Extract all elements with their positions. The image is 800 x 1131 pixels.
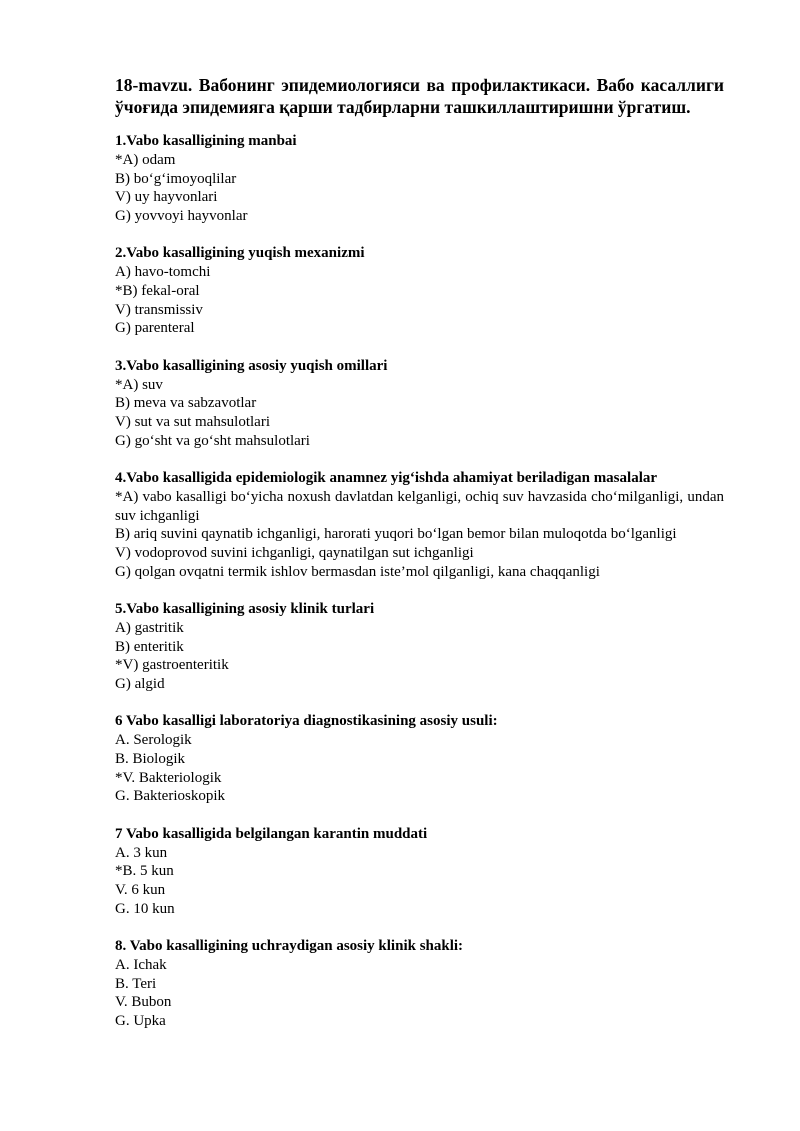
- question-text: 1.Vabo kasalligining manbai: [115, 133, 297, 149]
- answer-option: V) vodoprovod suvini ichganligi, qaynatilgan sut ichganligi: [115, 544, 474, 561]
- answer-option: *A) suv: [115, 376, 163, 393]
- answer-option: B) meva va sabzavotlar: [115, 395, 257, 412]
- answer-option: A. Serologik: [115, 732, 192, 749]
- question-5: [115, 600, 724, 693]
- answer-option: G) qolgan ovqatni termik ishlov bermasdan iste’mol qilganligi, kana chaqqanligi: [115, 563, 600, 580]
- answer-option: B) ariq suvini qaynatib ichganligi, harorati yuqori bo‘lgan bemor bilan muloqotda bo‘lganligi: [115, 526, 677, 543]
- answer-option: *V) gastroenteritik: [115, 657, 229, 674]
- document-title: 18-mavzu. Вабонинг эпидемиологияси ва профилактикаси. Вабо касаллиги ўчоғида эпидемияга қарши тадбирларни ташкиллаштиришни ўргатиш.: [115, 75, 724, 117]
- answer-option: A) havo-tomchi: [115, 264, 211, 281]
- answer-option: A. 3 kun: [115, 844, 168, 861]
- answer-option: *A) odam: [115, 152, 176, 168]
- question-text: 2.Vabo kasalligining yuqish mexanizmi: [115, 245, 365, 262]
- question-text: 5.Vabo kasalligining asosiy klinik turlari: [115, 601, 375, 618]
- question-2: [115, 244, 724, 337]
- answer-option: G) parenteral: [115, 320, 195, 337]
- question-text: 4.Vabo kasalligida epidemiologik anamnez yig‘ishda ahamiyat beriladigan masalalar: [115, 470, 658, 487]
- answer-option: G. Bakterioskopik: [115, 788, 225, 805]
- answer-option: V. Bubon: [115, 994, 172, 1011]
- answer-option: B) bo‘g‘imoyoqlilar: [115, 170, 237, 187]
- question-text: 8. Vabo kasalligining uchraydigan asosiy klinik shakli:: [115, 938, 464, 955]
- answer-option: G) go‘sht va go‘sht mahsulotlari: [115, 432, 310, 449]
- answer-option: V. 6 kun: [115, 882, 166, 899]
- answer-option: B. Biologik: [115, 751, 186, 768]
- answer-option: G. Upka: [115, 1013, 166, 1029]
- question-8: [115, 937, 724, 1030]
- answer-option: G) algid: [115, 675, 165, 692]
- question-6: [115, 712, 724, 805]
- answer-option: V) transmissiv: [115, 301, 203, 318]
- question-1: [115, 132, 724, 225]
- answer-option: B. Teri: [115, 975, 157, 992]
- answer-option: A) gastritik: [115, 620, 184, 637]
- question-text: 3.Vabo kasalligining asosiy yuqish omillari: [115, 357, 388, 374]
- answer-option: G. 10 kun: [115, 900, 175, 917]
- question-7: [115, 825, 724, 918]
- answer-option: A. Ichak: [115, 957, 167, 974]
- document-page: [115, 74, 724, 1050]
- answer-option: V) uy hayvonlari: [115, 189, 218, 206]
- question-text: 6 Vabo kasalligi laboratoriya diagnostikasining asosiy usuli:: [115, 713, 498, 730]
- answer-option: *A) vabo kasalligi bo‘yicha noxush davlatdan kelganligi, ochiq suv havzasida cho‘milganligi, undan suv ichganligi: [115, 489, 724, 524]
- answer-option: V) sut va sut mahsulotlari: [115, 413, 270, 430]
- question-text: 7 Vabo kasalligida belgilangan karantin muddati: [115, 825, 428, 842]
- answer-option: *B. 5 kun: [115, 863, 174, 880]
- answer-option: *V. Bakteriologik: [115, 769, 222, 786]
- question-4: [115, 469, 724, 581]
- question-3: [115, 357, 724, 450]
- answer-option: B) enteritik: [115, 638, 184, 655]
- answer-option: G) yovvoyi hayvonlar: [115, 207, 248, 224]
- answer-option: *B) fekal-oral: [115, 282, 200, 299]
